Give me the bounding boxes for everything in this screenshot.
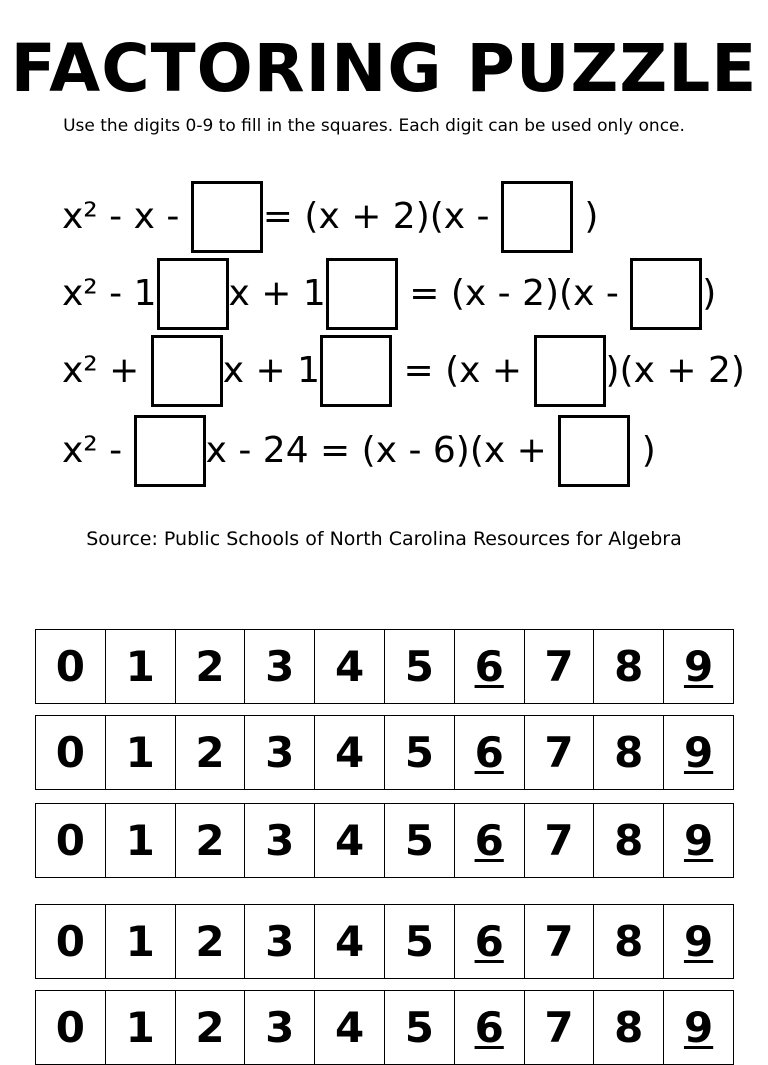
digit-tile[interactable]: 8 xyxy=(594,716,664,790)
answer-box[interactable] xyxy=(320,335,392,407)
digit-strip xyxy=(35,629,734,704)
digit-tile[interactable]: 2 xyxy=(176,991,246,1065)
digit-tile[interactable]: 9 xyxy=(664,991,734,1065)
digit-tile[interactable]: 0 xyxy=(36,905,106,979)
equation-3 xyxy=(62,335,745,407)
equation-text: ) xyxy=(630,430,656,471)
digit-tile[interactable]: 4 xyxy=(315,716,385,790)
digit-tile[interactable]: 1 xyxy=(106,630,176,704)
digit-tile[interactable]: 4 xyxy=(315,905,385,979)
digit-tile[interactable]: 7 xyxy=(525,716,595,790)
digit-tile[interactable]: 1 xyxy=(106,905,176,979)
digit-tile[interactable]: 8 xyxy=(594,630,664,704)
equation-text: x² - x - xyxy=(62,196,191,237)
digit-tile[interactable]: 8 xyxy=(594,905,664,979)
answer-box[interactable] xyxy=(151,335,223,407)
equation-text: = (x + xyxy=(392,350,534,391)
digit-tile[interactable]: 7 xyxy=(525,804,595,878)
digit-tile[interactable]: 6 xyxy=(455,716,525,790)
digit-tile[interactable]: 9 xyxy=(664,804,734,878)
digit-strip xyxy=(35,803,734,878)
equation-text: x - 24 = (x - 6)(x + xyxy=(205,430,559,471)
equation-text: ) xyxy=(572,196,599,237)
equation-text: x² - xyxy=(62,430,134,471)
digit-tile[interactable]: 7 xyxy=(525,905,595,979)
digit-tile[interactable]: 5 xyxy=(385,716,455,790)
digit-tile[interactable]: 7 xyxy=(525,630,595,704)
digit-tile[interactable]: 0 xyxy=(36,630,106,704)
equation-text: = (x + 2)(x - xyxy=(262,196,501,237)
digit-strip xyxy=(35,904,734,979)
digit-tile[interactable]: 2 xyxy=(176,716,246,790)
digit-tile[interactable]: 1 xyxy=(106,804,176,878)
answer-box[interactable] xyxy=(134,415,206,487)
equation-4 xyxy=(62,415,656,487)
answer-box[interactable] xyxy=(157,258,229,330)
digit-tile[interactable]: 1 xyxy=(106,716,176,790)
digit-tile[interactable]: 3 xyxy=(245,630,315,704)
digit-tile[interactable]: 2 xyxy=(176,630,246,704)
equation-text: x² - 1 xyxy=(62,273,157,314)
equation-text: = (x - 2)(x - xyxy=(397,273,631,314)
equation-1 xyxy=(62,181,598,253)
digit-tile[interactable]: 3 xyxy=(245,905,315,979)
digit-tile[interactable]: 4 xyxy=(315,804,385,878)
equation-2 xyxy=(62,258,716,330)
digit-tile[interactable]: 3 xyxy=(245,716,315,790)
digit-tile[interactable]: 0 xyxy=(36,716,106,790)
digit-tile[interactable]: 1 xyxy=(106,991,176,1065)
equation-text: x + 1 xyxy=(228,273,326,314)
equation-text: ) xyxy=(702,273,717,314)
digit-tile[interactable]: 5 xyxy=(385,991,455,1065)
digit-tile[interactable]: 3 xyxy=(245,804,315,878)
digit-strip xyxy=(35,715,734,790)
digit-tile[interactable]: 0 xyxy=(36,991,106,1065)
digit-tile[interactable]: 6 xyxy=(455,630,525,704)
answer-box[interactable] xyxy=(501,181,573,253)
digit-tile[interactable]: 5 xyxy=(385,804,455,878)
instructions: Use the digits 0-9 to fill in the squares. Each digit can be used only once. xyxy=(63,116,685,136)
source-credit: Source: Public Schools of North Carolina Resources for Algebra xyxy=(86,528,682,550)
digit-tile[interactable]: 6 xyxy=(455,905,525,979)
digit-strip xyxy=(35,990,734,1065)
equation-text: x + 1 xyxy=(222,350,321,391)
digit-tile[interactable]: 8 xyxy=(594,804,664,878)
digit-tile[interactable]: 5 xyxy=(385,905,455,979)
equation-text: x² + xyxy=(62,350,151,391)
digit-tile[interactable]: 6 xyxy=(455,991,525,1065)
digit-tile[interactable]: 9 xyxy=(664,630,734,704)
digit-tile[interactable]: 4 xyxy=(315,630,385,704)
digit-tile[interactable]: 4 xyxy=(315,991,385,1065)
digit-tile[interactable]: 9 xyxy=(664,905,734,979)
answer-box[interactable] xyxy=(558,415,630,487)
digit-tile[interactable]: 8 xyxy=(594,991,664,1065)
digit-tile[interactable]: 5 xyxy=(385,630,455,704)
digit-tile[interactable]: 0 xyxy=(36,804,106,878)
answer-box[interactable] xyxy=(326,258,398,330)
answer-box[interactable] xyxy=(534,335,606,407)
page-title: FACTORING PUZZLE xyxy=(10,30,758,107)
digit-tile[interactable]: 2 xyxy=(176,804,246,878)
answer-box[interactable] xyxy=(191,181,263,253)
digit-tile[interactable]: 7 xyxy=(525,991,595,1065)
equation-text: )(x + 2) xyxy=(605,350,745,391)
digit-tile[interactable]: 6 xyxy=(455,804,525,878)
digit-tile[interactable]: 9 xyxy=(664,716,734,790)
digit-tile[interactable]: 3 xyxy=(245,991,315,1065)
digit-tile[interactable]: 2 xyxy=(176,905,246,979)
answer-box[interactable] xyxy=(630,258,702,330)
